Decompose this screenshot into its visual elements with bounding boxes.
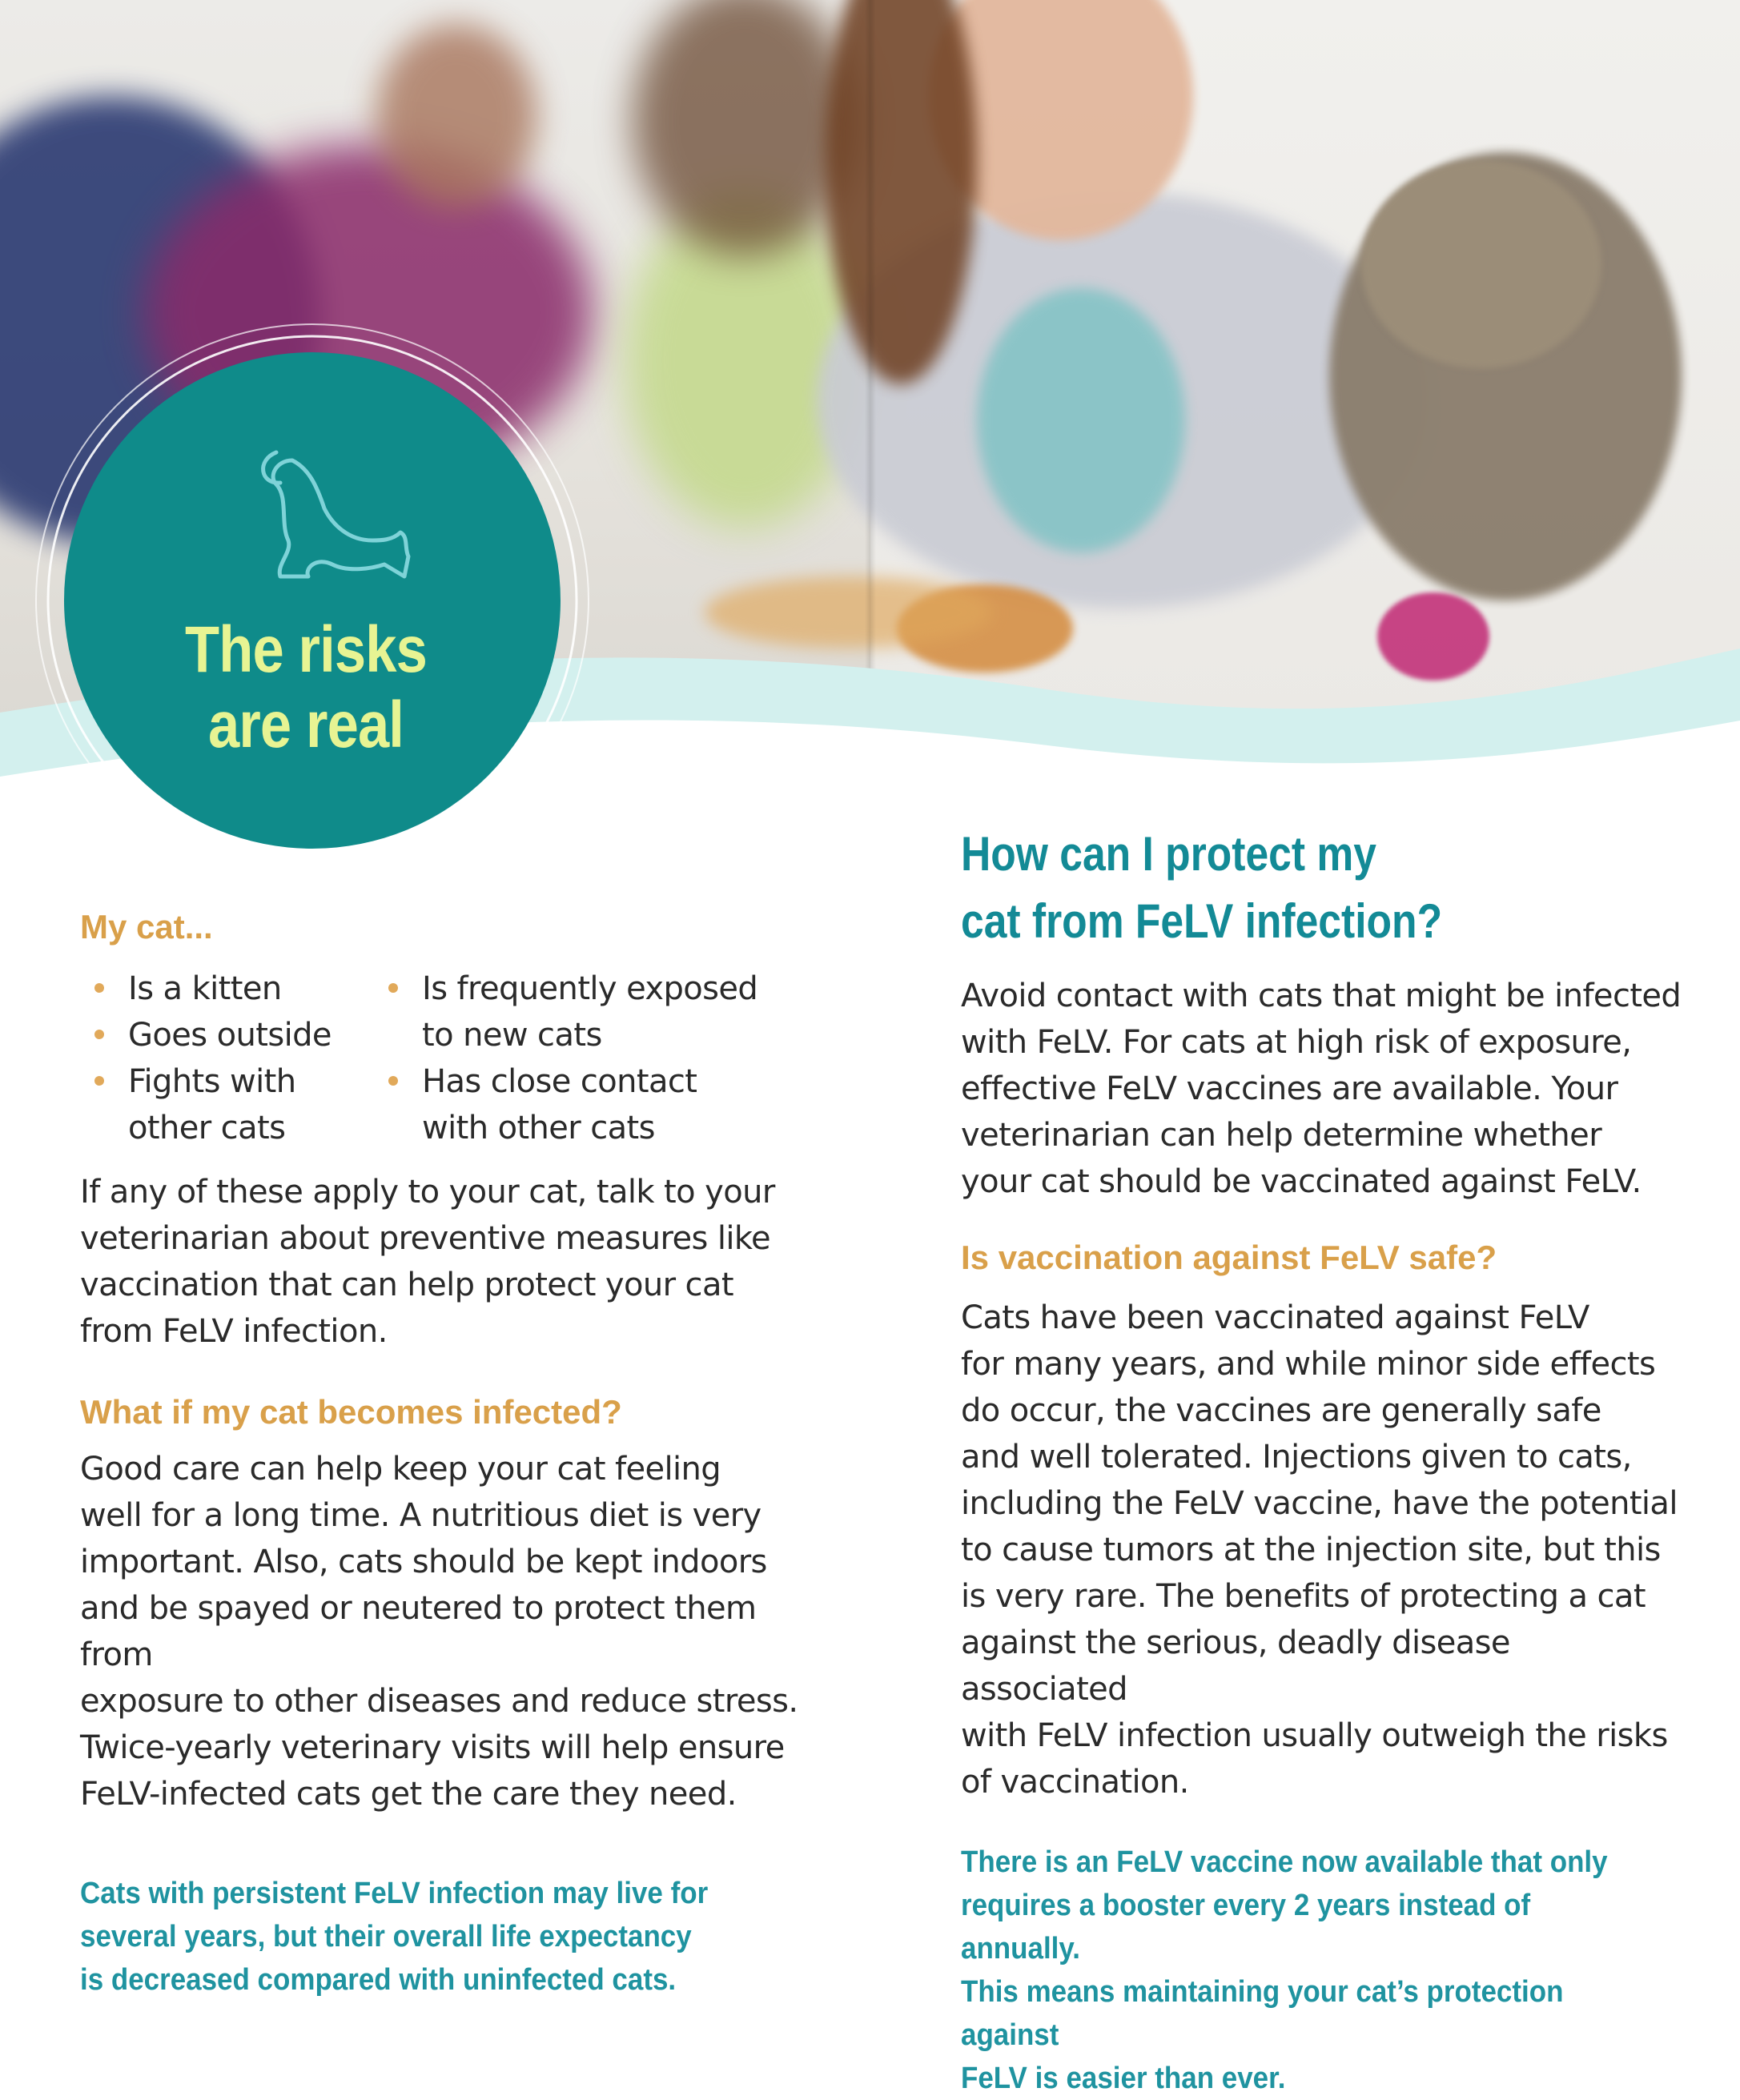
list-item: Goes outside xyxy=(94,1012,367,1058)
safe-paragraph: Cats have been vaccinated against FeLV for many years, and while minor side effects do occur, the vaccines are generally safe and well tolerated. Injections given to cats, including the FeLV vaccine, have the potential to cause tumors at the injection site, but this is very rare. The benefits of protecting a cat against the serious, deadly disease associated with FeLV infection usually outweigh the risks of vaccination. xyxy=(961,1299,1678,1801)
kitten-head-shape xyxy=(1361,160,1601,368)
stretching-cat-icon xyxy=(244,436,420,596)
list-item-continuation: other cats xyxy=(128,1110,286,1146)
list-item-continuation: to new cats xyxy=(422,1017,602,1054)
my-cat-heading: My cat... xyxy=(80,908,213,946)
bullet-dot-icon xyxy=(94,1076,104,1086)
list-item: Is a kitten xyxy=(94,966,367,1012)
list-item: Fights with xyxy=(94,1058,367,1105)
risk-bullets-col1 xyxy=(94,966,367,1151)
girl-shirt-shape xyxy=(977,288,1185,552)
man-head-shape xyxy=(376,24,536,208)
right-column xyxy=(961,973,1682,2100)
bullet-dot-icon xyxy=(94,983,104,993)
safe-heading: Is vaccination against FeLV safe? xyxy=(961,1239,1497,1276)
infected-heading: What if my cat becomes infected? xyxy=(80,1393,622,1431)
badge-title xyxy=(113,612,499,763)
care-paragraph: Good care can help keep your cat feeling well for a long time. A nutritious diet is very important. Also, cats should be kept indoors and be spayed or neutered to protect them from exposure to other diseases and reduce stress. Twice-yearly veterinary visits will help ensure FeLV-infected cats get the care they need. xyxy=(80,1451,798,1813)
apply-paragraph: If any of these apply to your cat, talk to your veterinarian about preventive measures like vaccination that can help protect your cat from FeLV infection. xyxy=(80,1174,775,1350)
booster-callout: There is an FeLV vaccine now available that only requires a booster every 2 years instead of annually. This means maintaining your cat’s protection against FeLV is easier than ever. xyxy=(961,1845,1608,2095)
bullet-dot-icon xyxy=(388,983,398,993)
life-expectancy-callout: Cats with persistent FeLV infection may live for several years, but their overall life expectancy is decreased compared with uninfected cats. xyxy=(80,1877,709,1997)
bullet-dot-icon xyxy=(388,1076,398,1086)
badge-title-line1: The risks xyxy=(185,613,427,686)
list-item: Has close contact xyxy=(388,1058,805,1105)
bullet-dot-icon xyxy=(94,1030,104,1039)
left-column xyxy=(80,905,817,2002)
risks-badge xyxy=(16,304,593,881)
badge-title-line2: are real xyxy=(207,689,404,761)
protect-heading: How can I protect my cat from FeLV infection? xyxy=(961,827,1443,948)
risk-bullets xyxy=(80,966,817,1158)
risk-bullets-col2 xyxy=(388,966,805,1151)
woman-hair-shape xyxy=(633,0,857,256)
list-item-continuation: with other cats xyxy=(422,1110,655,1146)
protect-paragraph: Avoid contact with cats that might be infected with FeLV. For cats at high risk of exposure, effective FeLV vaccines are available. Your veterinarian can help determine whether your cat should be vaccinated against FeLV. xyxy=(961,978,1682,1200)
list-item: Is frequently exposed xyxy=(388,966,805,1012)
